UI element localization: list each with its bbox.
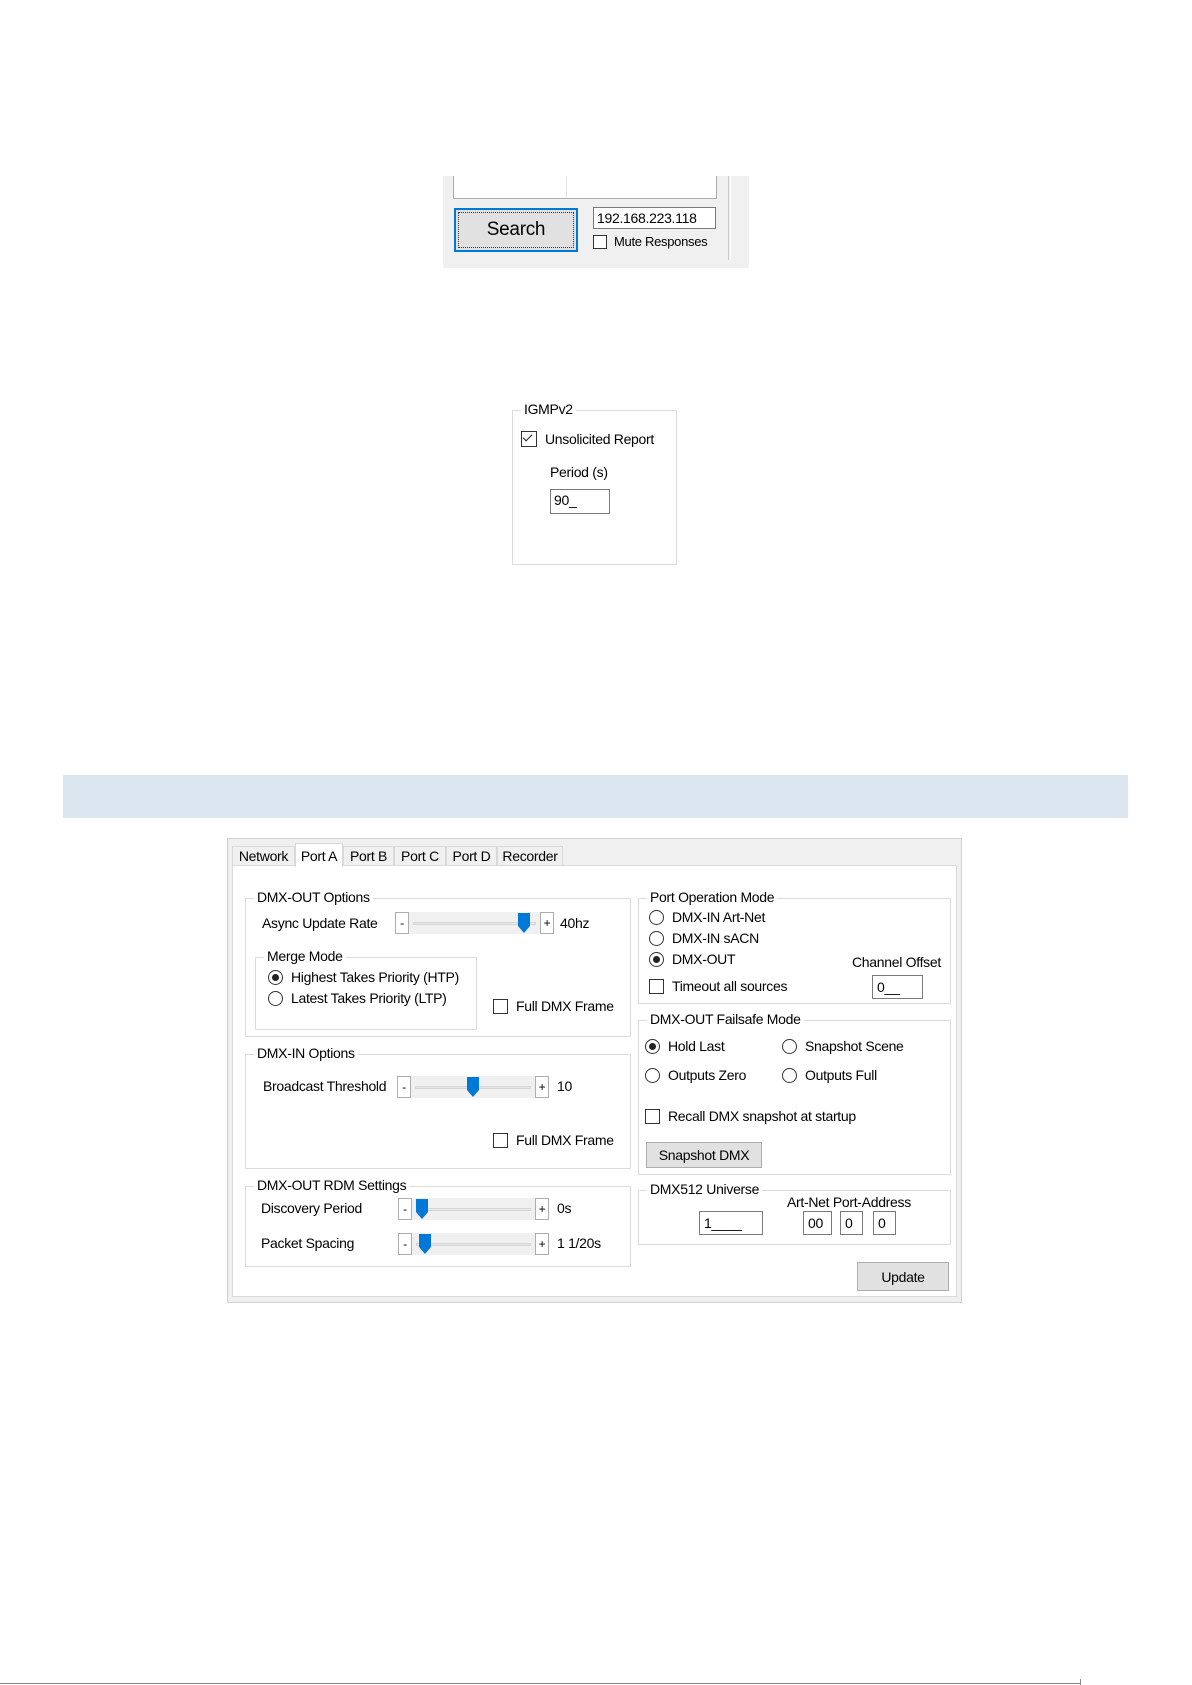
slider-decrease-button[interactable]: - <box>397 1076 411 1098</box>
slider-thumb[interactable] <box>467 1077 479 1097</box>
panel-divider-highlight <box>730 176 731 260</box>
channel-offset-input[interactable]: 0__ <box>872 975 923 999</box>
port-address-net-input[interactable]: 00 <box>803 1211 832 1235</box>
slider-thumb[interactable] <box>419 1234 431 1254</box>
merge-htp-label: Highest Takes Priority (HTP) <box>291 969 459 985</box>
results-list[interactable] <box>453 176 717 199</box>
art-net-port-address-label: Art-Net Port-Address <box>787 1194 911 1210</box>
discovery-period-value: 0s <box>557 1200 572 1216</box>
slider-decrease-button[interactable]: - <box>398 1233 412 1255</box>
unsolicited-report-label: Unsolicited Report <box>545 431 654 447</box>
slider-increase-button[interactable]: + <box>535 1233 549 1255</box>
slider-increase-button[interactable]: + <box>535 1198 549 1220</box>
broadcast-threshold-value: 10 <box>557 1078 572 1094</box>
list-column-divider <box>566 176 567 198</box>
failsafe-outputs-full-option[interactable] <box>782 1067 877 1083</box>
packet-spacing-slider[interactable] <box>398 1233 549 1255</box>
slider-track <box>416 1208 531 1211</box>
mute-responses-option[interactable] <box>593 234 707 249</box>
section-band <box>63 775 1128 818</box>
recall-snapshot-option[interactable] <box>645 1108 856 1124</box>
dmx-out-options-group <box>245 889 631 1037</box>
packet-spacing-value: 1 1/20s <box>557 1235 601 1251</box>
merge-mode-group <box>255 948 477 1030</box>
unsolicited-report-checkbox[interactable] <box>521 431 537 447</box>
universe-input[interactable]: 1____ <box>699 1211 763 1235</box>
packet-spacing-label: Packet Spacing <box>261 1235 355 1251</box>
page-footer-rule <box>0 1683 1080 1684</box>
recall-snapshot-checkbox[interactable] <box>645 1109 660 1124</box>
broadcast-threshold-slider[interactable] <box>397 1076 549 1098</box>
dmx512-universe-group <box>638 1181 951 1245</box>
failsafe-outputs-zero-label: Outputs Zero <box>668 1067 747 1083</box>
failsafe-hold-last-option[interactable] <box>645 1038 724 1054</box>
period-label: Period (s) <box>550 464 608 480</box>
dmx-in-options-group <box>245 1045 631 1169</box>
mode-dmx-in-sacn-radio[interactable] <box>649 931 664 946</box>
rdm-settings-title: DMX-OUT RDM Settings <box>254 1177 409 1193</box>
igmp-group <box>512 401 677 565</box>
period-input[interactable]: 90_ <box>550 489 610 514</box>
mode-dmx-in-artnet-radio[interactable] <box>649 910 664 925</box>
merge-ltp-radio[interactable] <box>268 991 283 1006</box>
out-full-dmx-frame-checkbox[interactable] <box>493 999 508 1014</box>
failsafe-mode-title: DMX-OUT Failsafe Mode <box>647 1011 804 1027</box>
igmp-title: IGMPv2 <box>521 401 576 417</box>
discovery-period-label: Discovery Period <box>261 1200 363 1216</box>
failsafe-hold-last-radio[interactable] <box>645 1039 660 1054</box>
mute-responses-checkbox[interactable] <box>593 235 607 249</box>
slider-decrease-button[interactable]: - <box>398 1198 412 1220</box>
port-address-universe-input[interactable]: 0 <box>873 1211 896 1235</box>
tab-port-a[interactable] <box>295 843 343 867</box>
search-panel <box>443 176 749 268</box>
merge-ltp-option[interactable] <box>268 990 447 1006</box>
failsafe-mode-group <box>638 1011 951 1175</box>
tab-port-d[interactable] <box>446 846 497 866</box>
timeout-all-sources-checkbox[interactable] <box>649 979 664 994</box>
in-full-dmx-frame-option[interactable] <box>493 1132 614 1148</box>
dmx512-universe-title: DMX512 Universe <box>647 1181 762 1197</box>
broadcast-threshold-label: Broadcast Threshold <box>263 1078 387 1094</box>
mode-dmx-out-label: DMX-OUT <box>672 951 736 967</box>
slider-thumb[interactable] <box>518 913 530 933</box>
tab-port-c[interactable] <box>394 846 446 866</box>
unsolicited-report-option[interactable] <box>521 431 654 447</box>
mode-dmx-out-option[interactable] <box>649 951 735 967</box>
page-footer-tick <box>1080 1679 1081 1685</box>
port-operation-mode-title: Port Operation Mode <box>647 889 777 905</box>
merge-htp-option[interactable] <box>268 969 459 985</box>
dmx-out-options-title: DMX-OUT Options <box>254 889 373 905</box>
mode-dmx-in-sacn-option[interactable] <box>649 930 759 946</box>
timeout-all-sources-option[interactable] <box>649 978 787 994</box>
search-button-label: Search <box>486 219 546 240</box>
merge-htp-radio[interactable] <box>268 970 283 985</box>
async-update-rate-value: 40hz <box>560 915 590 931</box>
tab-port-d-label: Port D <box>452 848 491 864</box>
tab-port-b[interactable] <box>343 846 394 866</box>
discovery-period-slider[interactable] <box>398 1198 549 1220</box>
tab-port-c-label: Port C <box>401 848 439 864</box>
port-address-subnet-input[interactable]: 0 <box>840 1211 863 1235</box>
search-button[interactable] <box>454 208 578 252</box>
failsafe-snapshot-scene-label: Snapshot Scene <box>805 1038 904 1054</box>
failsafe-outputs-full-radio[interactable] <box>782 1068 797 1083</box>
update-button[interactable] <box>857 1262 949 1291</box>
mode-dmx-in-sacn-label: DMX-IN sACN <box>672 930 759 946</box>
async-update-rate-label: Async Update Rate <box>262 915 378 931</box>
mute-responses-label: Mute Responses <box>614 234 708 249</box>
slider-decrease-button[interactable]: - <box>395 912 409 934</box>
rdm-settings-group <box>245 1177 631 1267</box>
failsafe-outputs-zero-radio[interactable] <box>645 1068 660 1083</box>
dmx-in-options-title: DMX-IN Options <box>254 1045 358 1061</box>
tab-port-b-label: Port B <box>349 848 388 864</box>
out-full-dmx-frame-label: Full DMX Frame <box>516 998 614 1014</box>
slider-track <box>416 1243 531 1246</box>
async-update-rate-slider[interactable] <box>395 912 554 934</box>
tab-network[interactable] <box>232 846 295 866</box>
mode-dmx-in-artnet-option[interactable] <box>649 909 765 925</box>
failsafe-outputs-full-label: Outputs Full <box>805 1067 877 1083</box>
merge-mode-title: Merge Mode <box>264 948 346 964</box>
tab-recorder-label: Recorder <box>502 848 558 864</box>
merge-ltp-label: Latest Takes Priority (LTP) <box>291 990 447 1006</box>
in-full-dmx-frame-label: Full DMX Frame <box>516 1132 614 1148</box>
tab-recorder[interactable] <box>497 846 563 866</box>
snapshot-dmx-button-label: Snapshot DMX <box>658 1147 750 1163</box>
slider-increase-button[interactable]: + <box>540 912 554 934</box>
out-full-dmx-frame-option[interactable] <box>493 998 614 1014</box>
snapshot-dmx-button[interactable] <box>646 1142 762 1168</box>
mode-dmx-in-artnet-label: DMX-IN Art-Net <box>672 909 766 925</box>
tab-network-label: Network <box>238 848 289 864</box>
recall-snapshot-label: Recall DMX snapshot at startup <box>668 1108 856 1124</box>
slider-thumb[interactable] <box>416 1199 428 1219</box>
failsafe-snapshot-scene-radio[interactable] <box>782 1039 797 1054</box>
port-config-dialog <box>227 838 962 1303</box>
panel-divider <box>728 176 729 260</box>
port-a-page <box>232 865 957 1297</box>
timeout-all-sources-label: Timeout all sources <box>672 978 788 994</box>
mode-dmx-out-radio[interactable] <box>649 952 664 967</box>
channel-offset-label: Channel Offset <box>852 954 941 970</box>
failsafe-hold-last-label: Hold Last <box>668 1038 725 1054</box>
failsafe-snapshot-scene-option[interactable] <box>782 1038 904 1054</box>
tab-port-a-label: Port A <box>300 847 338 864</box>
failsafe-outputs-zero-option[interactable] <box>645 1067 746 1083</box>
slider-increase-button[interactable]: + <box>535 1076 549 1098</box>
port-operation-mode-group <box>638 889 951 1004</box>
ip-address-input[interactable]: 192.168.223.118 <box>593 207 716 229</box>
update-button-label: Update <box>881 1268 925 1285</box>
in-full-dmx-frame-checkbox[interactable] <box>493 1133 508 1148</box>
